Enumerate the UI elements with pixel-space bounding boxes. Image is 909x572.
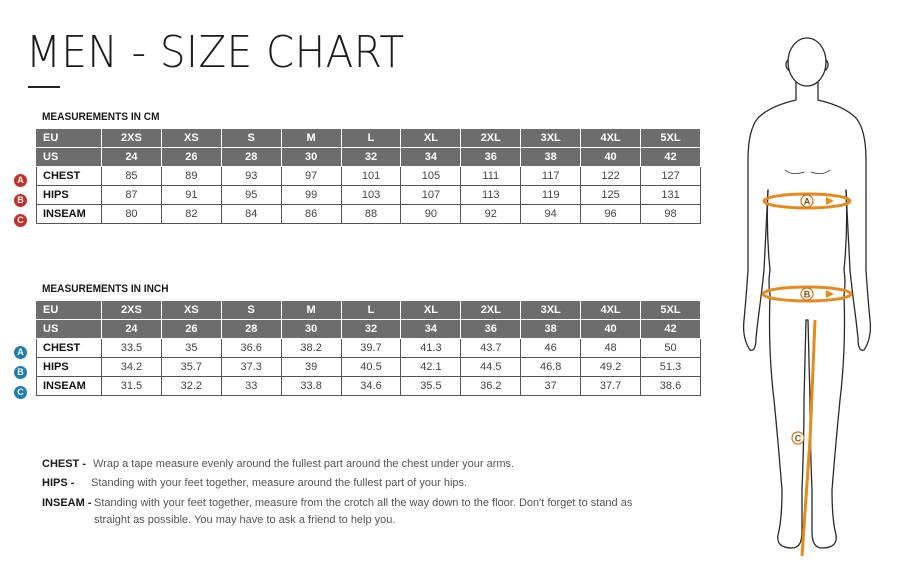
table-cell: 35.7: [161, 358, 221, 377]
row-label: INSEAM: [37, 377, 102, 396]
row-label: US: [37, 320, 102, 339]
desc-chest-term: CHEST -: [42, 458, 86, 470]
table-cell: 28: [221, 320, 281, 339]
table-cell: L: [341, 301, 401, 320]
body-figure-illustration: [730, 20, 905, 570]
table-cell: 42: [641, 148, 701, 167]
table-cell: 51.3: [641, 358, 701, 377]
table-cell: 37.7: [581, 377, 641, 396]
table-cell: XL: [401, 301, 461, 320]
table-cell: 28: [221, 148, 281, 167]
table-cell: 38.6: [641, 377, 701, 396]
figure-marker-chest-label: A: [803, 196, 811, 207]
header-row: [37, 301, 701, 320]
desc-chest-text: Wrap a tape measure evenly around the fullest part around the chest under your arms.: [93, 458, 515, 470]
table-row: [37, 377, 701, 396]
table-cell: 84: [221, 205, 281, 224]
table-row: [37, 186, 701, 205]
table-cell: 40: [581, 148, 641, 167]
table-cell: 125: [581, 186, 641, 205]
desc-hips-term: HIPS -: [42, 477, 75, 489]
table-cell: 91: [161, 186, 221, 205]
table-cell: 41.3: [401, 339, 461, 358]
table-cell: 131: [641, 186, 701, 205]
title-underline: [28, 86, 60, 88]
table-row: [37, 358, 701, 377]
cm-size-table: [36, 128, 701, 224]
marker-c-inseam-inch: C: [14, 386, 27, 399]
table-cell: 36: [461, 320, 521, 339]
desc-inseam-term: INSEAM -: [42, 497, 92, 509]
table-cell: 117: [521, 167, 581, 186]
table-cell: 34.2: [102, 358, 162, 377]
table-cell: 34.6: [341, 377, 401, 396]
table-cell: 36.2: [461, 377, 521, 396]
inch-section-heading: MEASUREMENTS IN INCH: [42, 283, 169, 295]
table-cell: 103: [341, 186, 401, 205]
table-cell: 119: [521, 186, 581, 205]
table-cell: 127: [641, 167, 701, 186]
table-cell: 32.2: [161, 377, 221, 396]
table-cell: 105: [401, 167, 461, 186]
header-row: [37, 129, 701, 148]
table-cell: 46: [521, 339, 581, 358]
table-cell: 90: [401, 205, 461, 224]
table-cell: XL: [401, 129, 461, 148]
marker-a-chest-inch: A: [14, 346, 27, 359]
table-cell: 33.8: [281, 377, 341, 396]
tape-measures: [763, 194, 851, 556]
table-cell: 32: [341, 320, 401, 339]
table-cell: 87: [102, 186, 162, 205]
desc-hips: [42, 474, 467, 492]
table-cell: 95: [221, 186, 281, 205]
table-cell: 36.6: [221, 339, 281, 358]
table-cell: 97: [281, 167, 341, 186]
table-cell: 4XL: [581, 129, 641, 148]
cm-section-heading: MEASUREMENTS IN CM: [42, 111, 160, 123]
table-cell: 33: [221, 377, 281, 396]
table-cell: 92: [461, 205, 521, 224]
table-cell: 24: [102, 320, 162, 339]
table-cell: 33.5: [102, 339, 162, 358]
desc-inseam: [42, 494, 632, 512]
table-row: [37, 205, 701, 224]
table-cell: 93: [221, 167, 281, 186]
table-cell: 26: [161, 320, 221, 339]
table-cell: 30: [281, 148, 341, 167]
marker-b-hips-cm: B: [14, 194, 27, 207]
table-cell: M: [281, 129, 341, 148]
figure-marker-inseam-label: C: [794, 433, 802, 444]
table-cell: 48: [581, 339, 641, 358]
desc-hips-text: Standing with your feet together, measure around the fullest part of your hips.: [91, 477, 468, 489]
row-label: INSEAM: [37, 205, 102, 224]
table-cell: 36: [461, 148, 521, 167]
table-cell: 35.5: [401, 377, 461, 396]
table-cell: 38.2: [281, 339, 341, 358]
table-cell: 32: [341, 148, 401, 167]
table-cell: 4XL: [581, 301, 641, 320]
marker-a-chest-cm: A: [14, 174, 27, 187]
row-label: EU: [37, 301, 102, 320]
table-cell: 3XL: [521, 129, 581, 148]
table-cell: 39: [281, 358, 341, 377]
table-cell: 2XL: [461, 301, 521, 320]
row-label: CHEST: [37, 339, 102, 358]
table-cell: 80: [102, 205, 162, 224]
row-label: US: [37, 148, 102, 167]
marker-c-inseam-cm: C: [14, 214, 27, 227]
desc-inseam-continuation: straight as possible. You may have to ask a friend to help you.: [94, 514, 396, 526]
table-cell: 40.5: [341, 358, 401, 377]
table-cell: 38: [521, 148, 581, 167]
table-cell: 39.7: [341, 339, 401, 358]
table-cell: 85: [102, 167, 162, 186]
table-cell: 34: [401, 320, 461, 339]
table-cell: L: [341, 129, 401, 148]
row-label: HIPS: [37, 358, 102, 377]
header-row: [37, 148, 701, 167]
table-cell: 2XS: [102, 129, 162, 148]
table-cell: 88: [341, 205, 401, 224]
row-label: CHEST: [37, 167, 102, 186]
table-cell: 46.8: [521, 358, 581, 377]
table-cell: 86: [281, 205, 341, 224]
table-cell: 94: [521, 205, 581, 224]
table-cell: 24: [102, 148, 162, 167]
table-cell: 122: [581, 167, 641, 186]
table-cell: 49.2: [581, 358, 641, 377]
table-cell: 113: [461, 186, 521, 205]
table-cell: XS: [161, 129, 221, 148]
table-cell: 31.5: [102, 377, 162, 396]
table-cell: 37: [521, 377, 581, 396]
table-row: [37, 167, 701, 186]
header-row: [37, 320, 701, 339]
desc-inseam-text: Standing with your feet together, measure from the crotch all the way down to the floor. Don't forget to stand as: [94, 497, 633, 509]
row-label: EU: [37, 129, 102, 148]
table-cell: 99: [281, 186, 341, 205]
table-cell: 111: [461, 167, 521, 186]
table-cell: 2XS: [102, 301, 162, 320]
table-cell: 30: [281, 320, 341, 339]
table-cell: 35: [161, 339, 221, 358]
table-cell: 34: [401, 148, 461, 167]
table-cell: 43.7: [461, 339, 521, 358]
table-cell: 3XL: [521, 301, 581, 320]
table-cell: XS: [161, 301, 221, 320]
table-cell: 2XL: [461, 129, 521, 148]
table-cell: 89: [161, 167, 221, 186]
table-cell: 82: [161, 205, 221, 224]
table-cell: M: [281, 301, 341, 320]
table-cell: S: [221, 301, 281, 320]
table-cell: 44.5: [461, 358, 521, 377]
table-cell: 5XL: [641, 301, 701, 320]
table-cell: 98: [641, 205, 701, 224]
table-cell: 38: [521, 320, 581, 339]
table-cell: 96: [581, 205, 641, 224]
table-cell: S: [221, 129, 281, 148]
table-cell: 42: [641, 320, 701, 339]
table-cell: 107: [401, 186, 461, 205]
table-cell: 42.1: [401, 358, 461, 377]
table-cell: 40: [581, 320, 641, 339]
table-cell: 50: [641, 339, 701, 358]
figure-marker-hips-label: B: [803, 289, 811, 300]
row-label: HIPS: [37, 186, 102, 205]
table-cell: 26: [161, 148, 221, 167]
table-cell: 101: [341, 167, 401, 186]
table-cell: 5XL: [641, 129, 701, 148]
table-cell: 37.3: [221, 358, 281, 377]
inch-size-table: [36, 300, 701, 396]
desc-chest: [42, 455, 514, 473]
marker-b-hips-inch: B: [14, 366, 27, 379]
table-row: [37, 339, 701, 358]
page-title: MEN - SIZE CHART: [26, 27, 405, 78]
